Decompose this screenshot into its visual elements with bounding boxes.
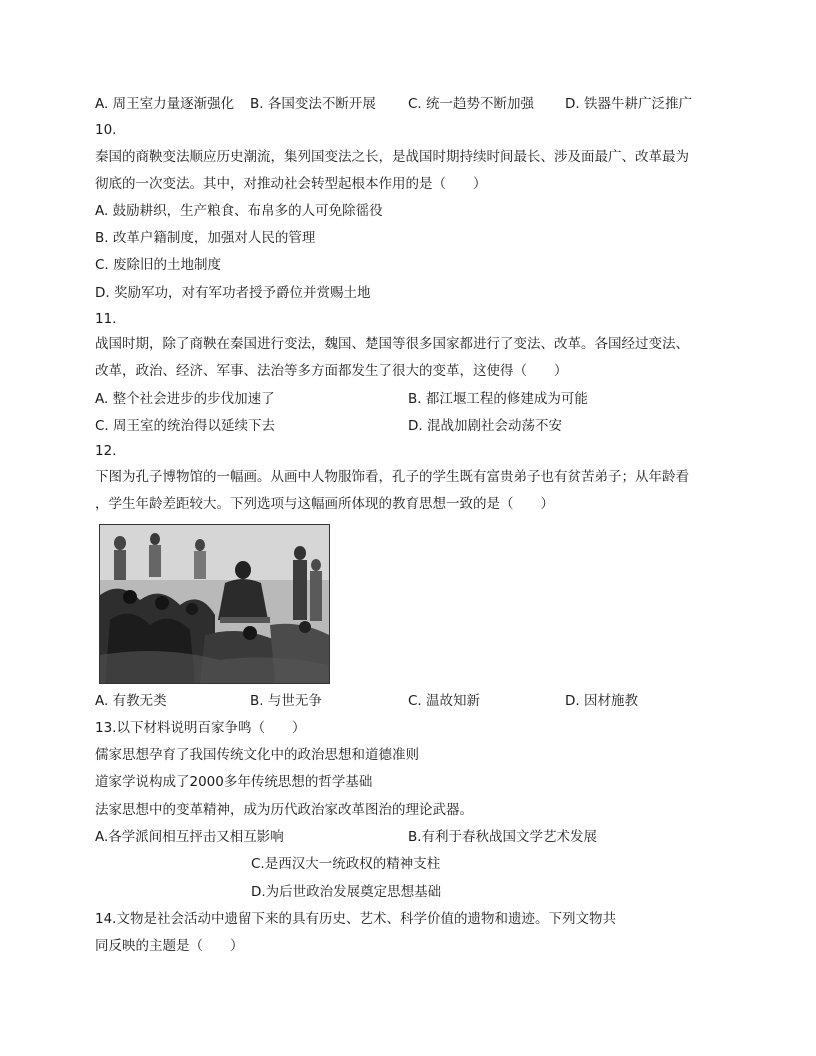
q11-stem-line1: 战国时期，除了商鞅在秦国进行变法，魏国、楚国等很多国家都进行了变法、改革。各国经过变法、 <box>95 336 689 352</box>
q10-option-b: B. 改革户籍制度，加强对人民的管理 <box>95 230 316 246</box>
q11-number: 11. <box>95 311 117 327</box>
q13-option-a: A.各学派间相互抨击又相互影响 <box>95 829 284 845</box>
q13-option-d: D.为后世政治发展奠定思想基础 <box>251 884 442 900</box>
q12-option-a: A. 有教无类 <box>95 693 167 709</box>
q12-option-d: D. 因材施教 <box>565 693 638 709</box>
q10-option-c: C. 废除旧的土地制度 <box>95 257 222 273</box>
q13-stem: 13.以下材料说明百家争鸣（ ） <box>95 720 306 736</box>
q14-stem-line1: 14.文物是社会活动中遗留下来的具有历史、艺术、科学价值的遗物和遗迹。下列文物共 <box>95 911 616 927</box>
q10-option-d: D. 奖励军功，对有军功者授予爵位并赏赐土地 <box>95 285 371 301</box>
q11-option-b: B. 都江堰工程的修建成为可能 <box>408 391 588 407</box>
q13-option-b: B.有利于春秋战国文学艺术发展 <box>408 829 598 845</box>
q13-material-3: 法家思想中的变革精神，成为历代政治家改革图治的理论武器。 <box>95 802 473 818</box>
q10-stem-line2: 彻底的一次变法。其中，对推动社会转型起根本作用的是（ ） <box>95 176 487 192</box>
q10-number: 10. <box>95 122 117 138</box>
q11-option-d: D. 混战加剧社会动荡不安 <box>408 418 562 434</box>
q9-option-a: A. 周王室力量逐渐强化 <box>95 96 235 112</box>
q12-stem-line2: ，学生年龄差距较大。下列选项与这幅画所体现的教育思想一致的是（ ） <box>95 496 554 512</box>
q9-option-d: D. 铁器牛耕广泛推广 <box>565 96 692 112</box>
q13-option-c: C.是西汉大一统政权的精神支柱 <box>251 856 441 872</box>
q9-option-b: B. 各国变法不断开展 <box>250 96 376 112</box>
confucius-teaching-painting <box>99 524 330 684</box>
q12-option-b: B. 与世无争 <box>250 693 322 709</box>
q11-stem-line2: 改革，政治、经济、军事、法治等多方面都发生了很大的变革，这使得（ ） <box>95 363 568 379</box>
q9-option-c: C. 统一趋势不断加强 <box>408 96 535 112</box>
q12-stem-line1: 下图为孔子博物馆的一幅画。从画中人物服饰看，孔子的学生既有富贵弟子也有贫苦弟子；从年龄看 <box>95 469 689 485</box>
q14-stem-line2: 同反映的主题是（ ） <box>95 938 244 954</box>
q10-option-a: A. 鼓励耕织，生产粮食、布帛多的人可免除徭役 <box>95 203 383 219</box>
q11-option-a: A. 整个社会进步的步伐加速了 <box>95 391 275 407</box>
q10-stem-line1: 秦国的商鞅变法顺应历史潮流，集列国变法之长，是战国时期持续时间最长、涉及面最广、改革最为 <box>95 149 689 165</box>
q13-material-1: 儒家思想孕育了我国传统文化中的政治思想和道德准则 <box>95 747 419 763</box>
q11-option-c: C. 周王室的统治得以延续下去 <box>95 418 276 434</box>
q13-material-2: 道家学说构成了2000多年传统思想的哲学基础 <box>95 774 373 790</box>
q12-option-c: C. 温故知新 <box>408 693 481 709</box>
q12-number: 12. <box>95 443 117 459</box>
